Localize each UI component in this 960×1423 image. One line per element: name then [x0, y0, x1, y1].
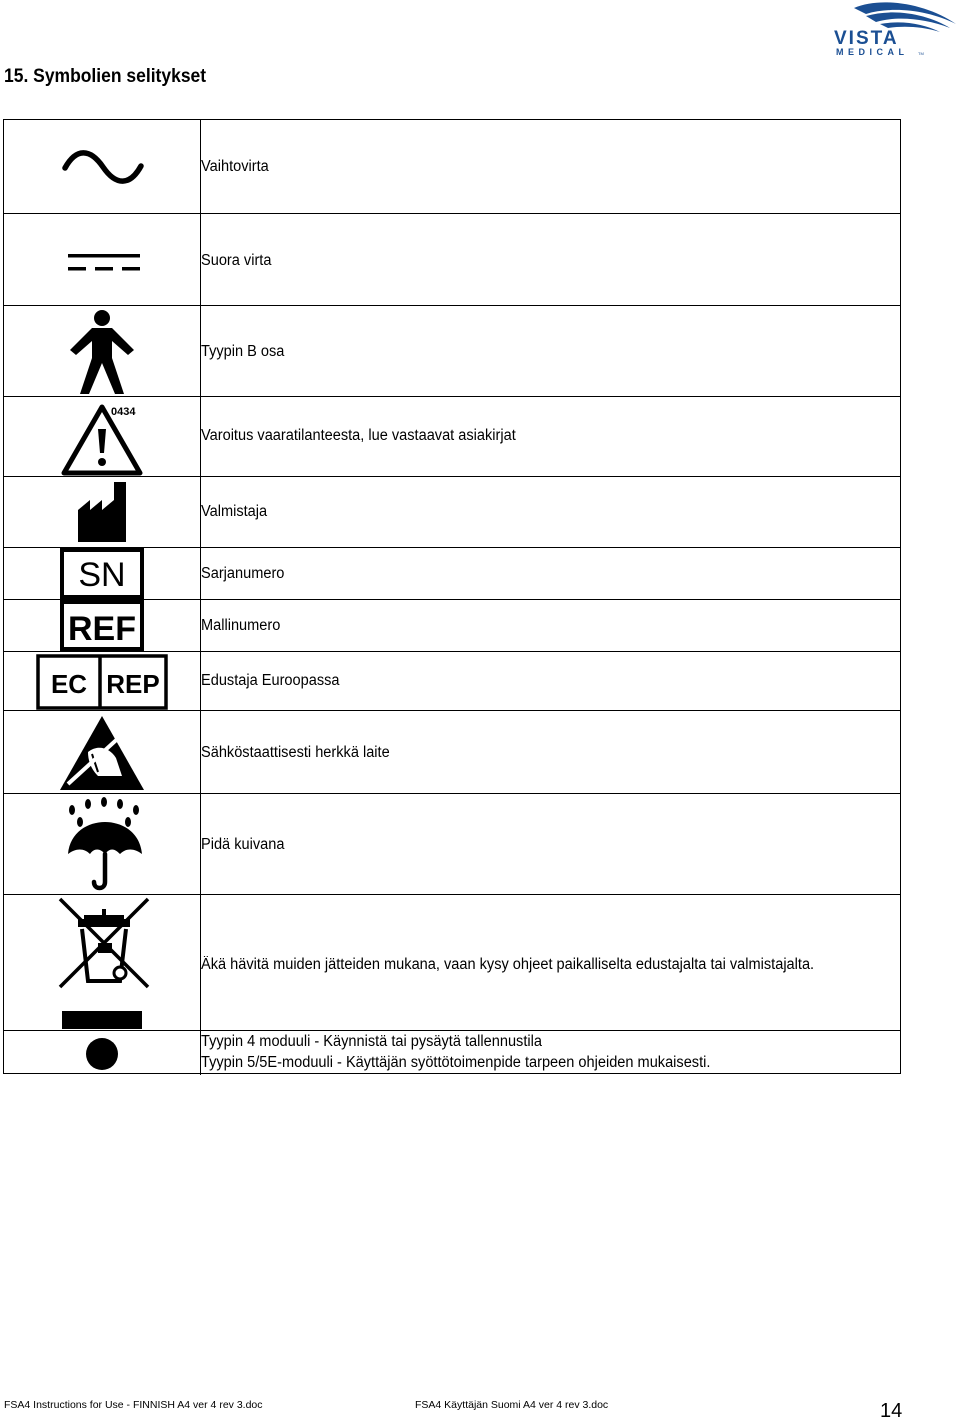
rep-text: REP [106, 669, 160, 699]
symbol-label: Suora virta [201, 252, 272, 269]
table-row [4, 711, 900, 794]
reference-number-icon [60, 600, 144, 651]
table-row [4, 120, 900, 214]
vista-medical-logo [832, 0, 960, 58]
icon-cell [4, 477, 201, 547]
notified-body-number: 0434 [111, 406, 136, 418]
symbol-label: Vaihtovirta [201, 158, 269, 175]
serial-number-text: SN [78, 556, 126, 594]
symbol-label: Tyypin 4 moduuli - Käynnistä tai pysäytä tallennustila [201, 1033, 542, 1050]
serial-number-icon [60, 548, 144, 599]
logo-trademark: TM [918, 51, 924, 56]
symbol-label-secondary: Tyypin 5/5E-moduuli - Käyttäjän syöttötoimenpide tarpeen ohjeiden mukaisesti. [201, 1054, 711, 1071]
table-row [4, 794, 900, 895]
symbol-label: Pidä kuivana [201, 836, 285, 853]
icon-cell [4, 1031, 201, 1075]
table-row [4, 1031, 900, 1075]
ec-text: EC [50, 669, 88, 699]
icon-cell [4, 306, 201, 396]
table-row [4, 214, 900, 306]
symbol-label: Varoitus vaaratilanteesta, lue vastaavat asiakirjat [201, 427, 516, 444]
section-title: 15. Symbolien selitykset [4, 66, 207, 87]
icon-cell [4, 711, 201, 793]
warning-triangle-icon [62, 405, 146, 475]
page-number: 14 [880, 1400, 903, 1422]
footer-left: FSA4 Instructions for Use - FINNISH A4 ver 4 rev 3.doc [4, 1399, 263, 1411]
icon-cell [4, 652, 201, 710]
icon-cell [4, 214, 201, 305]
start-stop-dot-icon [84, 1036, 120, 1072]
manufacturer-icon [78, 482, 130, 542]
symbol-label: Edustaja Euroopassa [201, 672, 340, 689]
icon-cell [4, 895, 201, 1030]
table-row [4, 477, 900, 548]
ec-rep-icon [36, 654, 168, 710]
table-row [4, 652, 900, 711]
symbol-label: Sähköstaattisesti herkkä laite [201, 744, 390, 761]
symbols-table [3, 119, 901, 1074]
icon-cell [4, 794, 201, 894]
footer-center: FSA4 Käyttäjän Suomi A4 ver 4 rev 3.doc [415, 1399, 609, 1411]
reference-text: REF [68, 610, 136, 648]
table-row [4, 306, 900, 397]
esd-sensitive-icon [58, 714, 146, 792]
logo-text: VISTA [834, 28, 899, 49]
table-row [4, 895, 900, 1031]
icon-cell [4, 120, 201, 213]
symbol-label: Tyypin B osa [201, 343, 285, 360]
weee-bin-icon [54, 895, 154, 1029]
keep-dry-icon [64, 798, 146, 892]
alternating-current-icon [62, 150, 144, 184]
icon-cell [4, 397, 201, 476]
symbol-label: Äkä hävitä muiden jätteiden mukana, vaan kysy ohjeet paikalliselta edustajalta tai valmistajalta. [201, 956, 815, 973]
symbol-label: Mallinumero [201, 617, 281, 634]
logo-subtext: MEDICAL [836, 47, 909, 57]
type-b-part-icon [68, 308, 136, 396]
table-row [4, 600, 900, 652]
table-row [4, 548, 900, 600]
icon-cell [4, 600, 201, 651]
symbol-label: Sarjanumero [201, 565, 285, 582]
symbol-label: Valmistaja [201, 503, 268, 520]
icon-cell [4, 548, 201, 599]
table-row [4, 397, 900, 477]
direct-current-icon [68, 252, 140, 274]
